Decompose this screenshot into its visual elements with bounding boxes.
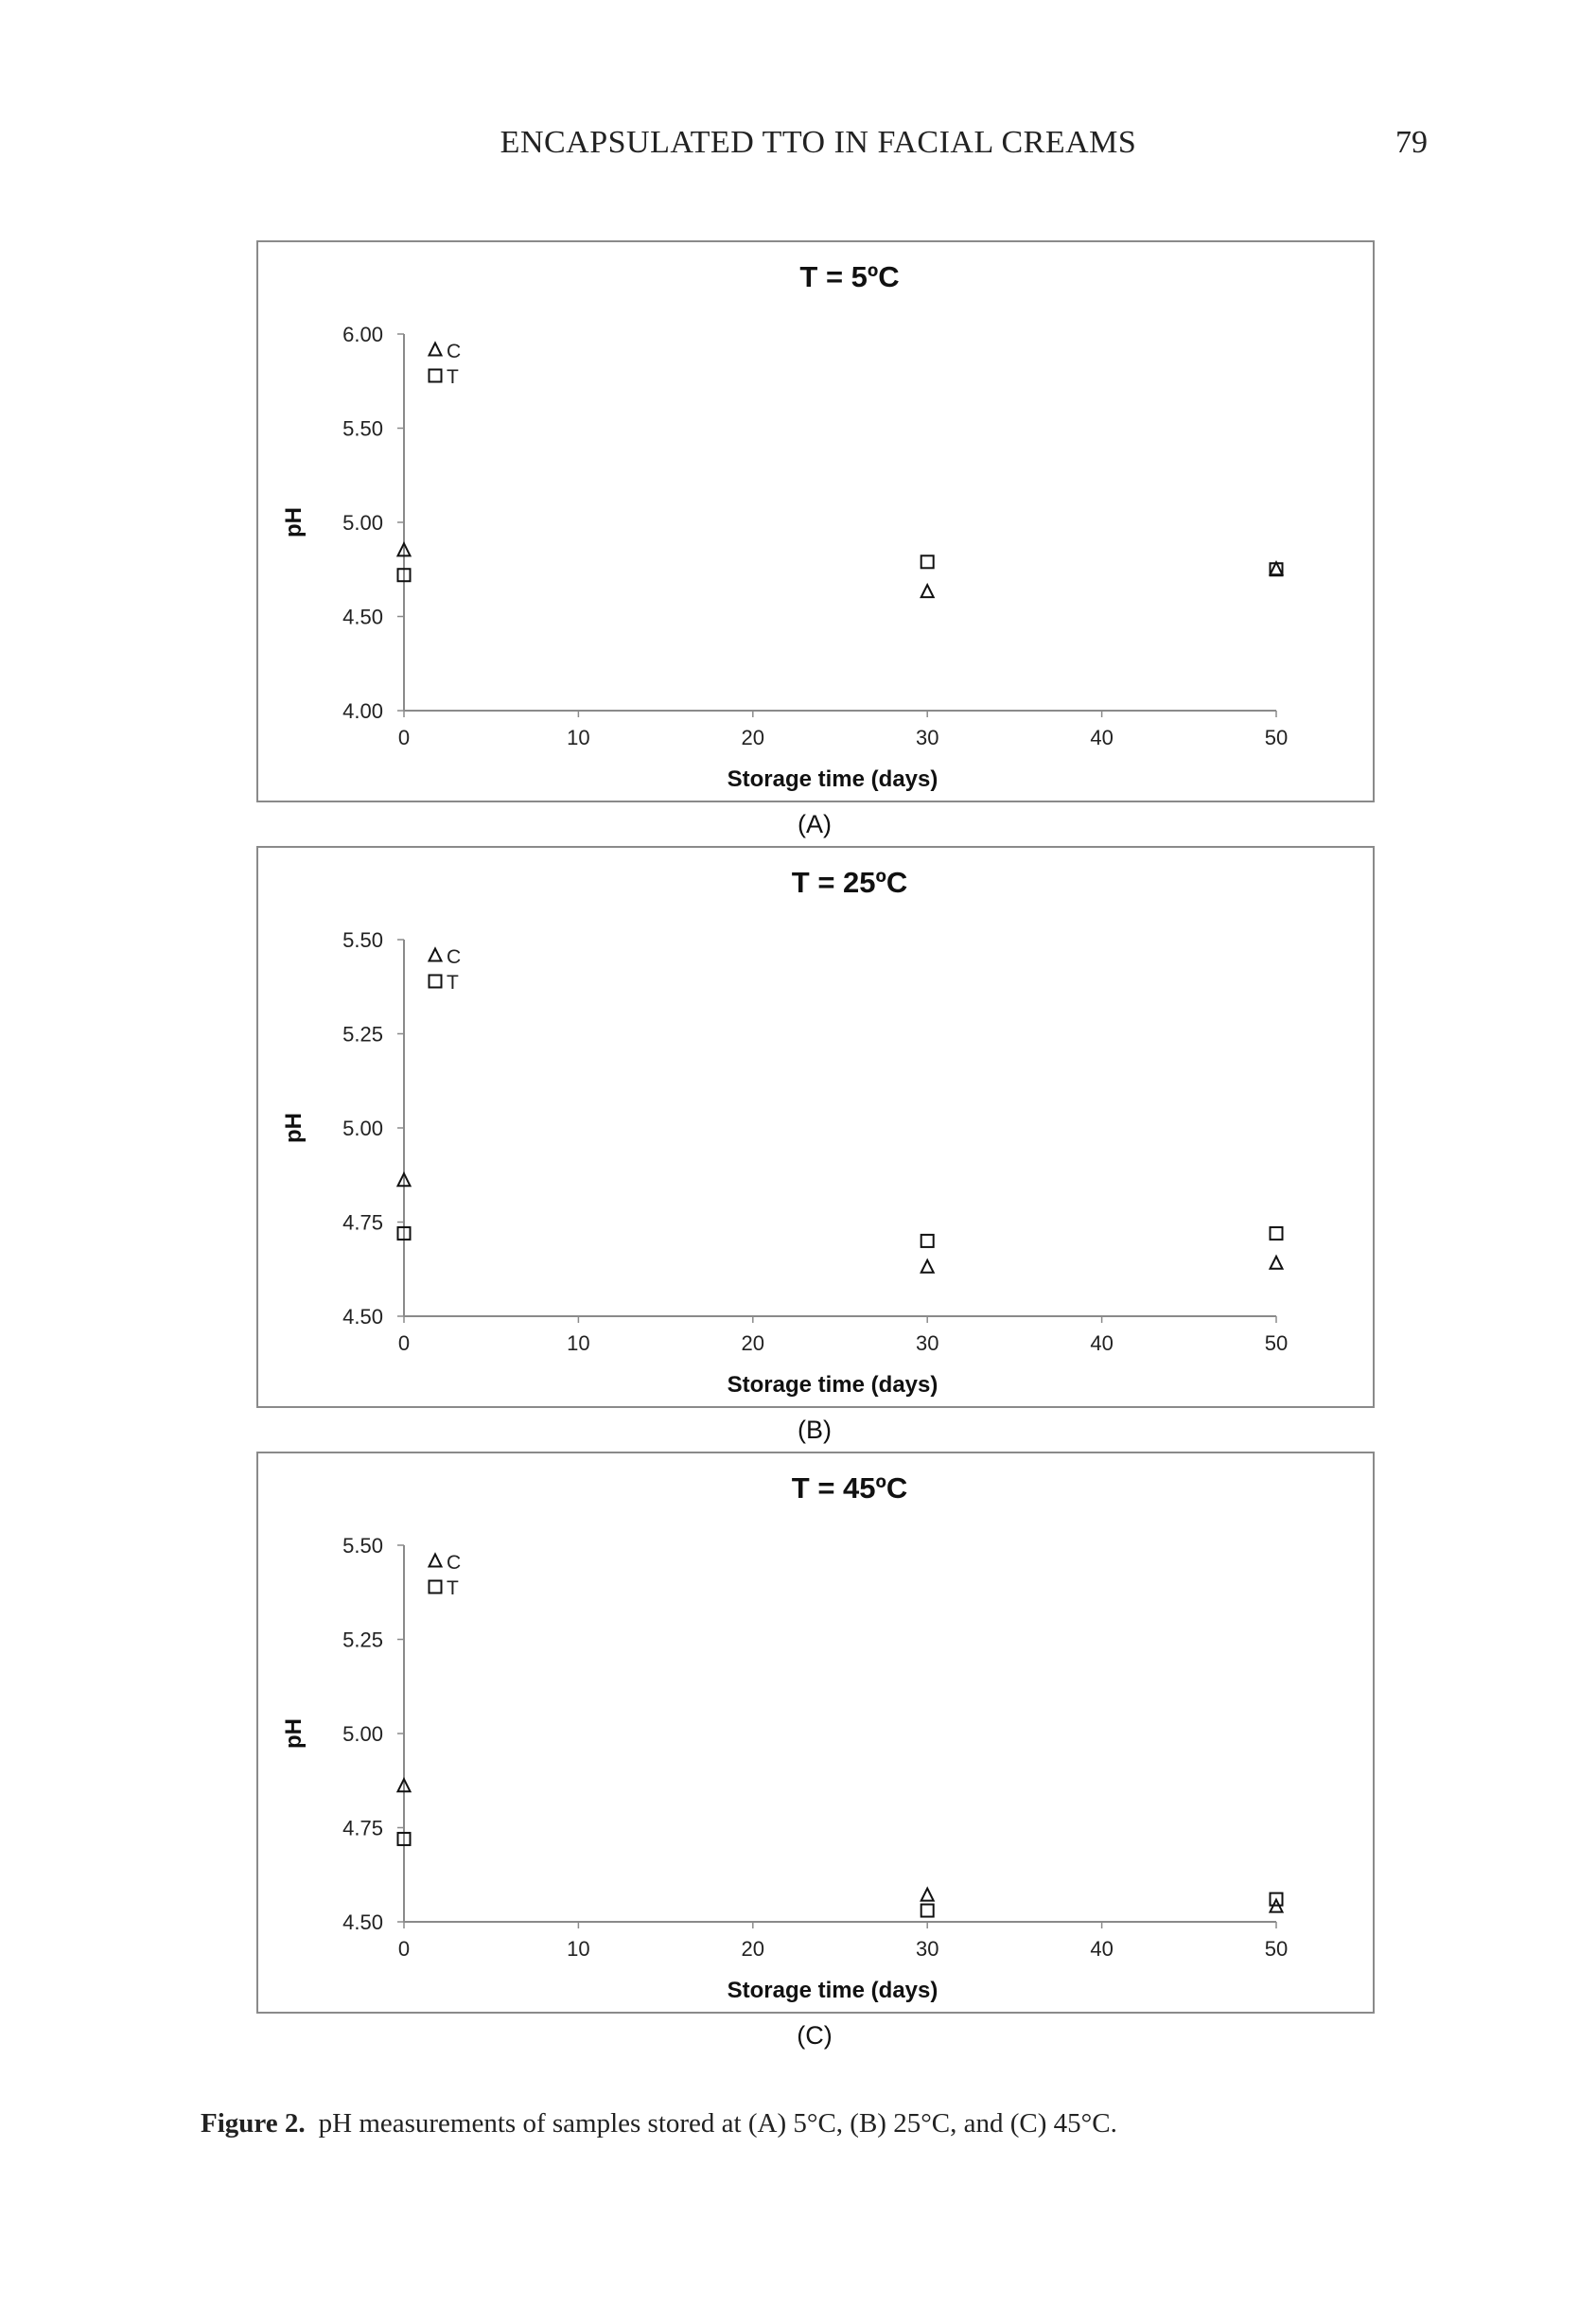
page-number: 79 [1395,125,1428,160]
y-tick-label: 5.00 [342,1117,383,1140]
chart-title: T = 45ºC [791,1471,908,1505]
chart-panel-c [0,1438,1596,2063]
y-tick-label: 5.50 [342,1534,383,1558]
x-tick-label: 0 [397,1937,411,1961]
legend-label: C [447,341,462,362]
chart-frame [257,241,1374,801]
caption-text: pH measurements of samples stored at (A) 5°C, (B) 25°C, and (C) 45°C. [318,2108,1117,2139]
chart-frame [257,1452,1374,2013]
y-tick-label: 4.75 [342,1210,383,1235]
legend-label: T [447,972,459,994]
y-tick-label: 4.50 [342,1910,383,1934]
panel-label: (C) [797,2021,833,2050]
x-tick-label: 40 [1090,1331,1114,1355]
y-tick-label: 4.00 [342,699,383,723]
x-tick-label: 40 [1090,1937,1114,1961]
x-tick-label: 50 [1264,1331,1289,1355]
running-title: ENCAPSULATED TTO IN FACIAL CREAMS [500,125,1137,160]
y-tick-label: 5.25 [342,1628,383,1652]
x-tick-label: 50 [1264,1937,1289,1961]
chart-title: T = 5ºC [799,260,900,293]
x-tick-label: 10 [567,1331,590,1355]
x-tick-label: 20 [741,726,765,749]
y-tick-label: 5.00 [342,511,383,535]
y-tick-label: 6.00 [342,323,383,346]
legend-label: C [447,1552,462,1574]
chart-frame [257,847,1374,1407]
x-tick-label: 0 [397,1331,411,1355]
y-tick-label: 5.25 [342,1022,383,1047]
y-axis-title: pH [281,507,307,537]
y-tick-label: 5.50 [342,928,383,952]
panel-label: (B) [798,1416,832,1444]
x-axis-title: Storage time (days) [727,1978,938,2003]
chart-panel-b [0,833,1596,1457]
x-tick-label: 20 [741,1937,765,1961]
x-tick-label: 30 [915,726,939,749]
y-tick-label: 5.50 [342,416,383,441]
panel-label: (A) [798,810,832,838]
x-axis-title: Storage time (days) [727,1372,938,1398]
x-tick-label: 30 [915,1331,939,1355]
x-tick-label: 30 [915,1937,939,1961]
y-tick-label: 4.50 [342,605,383,629]
y-tick-label: 4.50 [342,1305,383,1329]
caption-label: Figure 2. [201,2108,306,2139]
x-axis-title: Storage time (days) [727,766,938,792]
legend-label: T [447,366,459,388]
chart-title: T = 25ºC [791,866,908,899]
legend-label: T [447,1577,459,1599]
y-axis-title: pH [281,1113,307,1143]
chart-panel-a [0,227,1596,852]
x-tick-label: 20 [741,1331,765,1355]
x-tick-label: 50 [1264,726,1289,749]
x-tick-label: 40 [1090,726,1114,749]
figure-caption [201,2108,1117,2139]
x-tick-label: 0 [397,726,411,749]
y-tick-label: 5.00 [342,1722,383,1746]
y-axis-title: pH [281,1718,307,1749]
y-tick-label: 4.75 [342,1816,383,1840]
x-tick-label: 10 [567,726,590,749]
legend-label: C [447,946,462,968]
x-tick-label: 10 [567,1937,590,1961]
